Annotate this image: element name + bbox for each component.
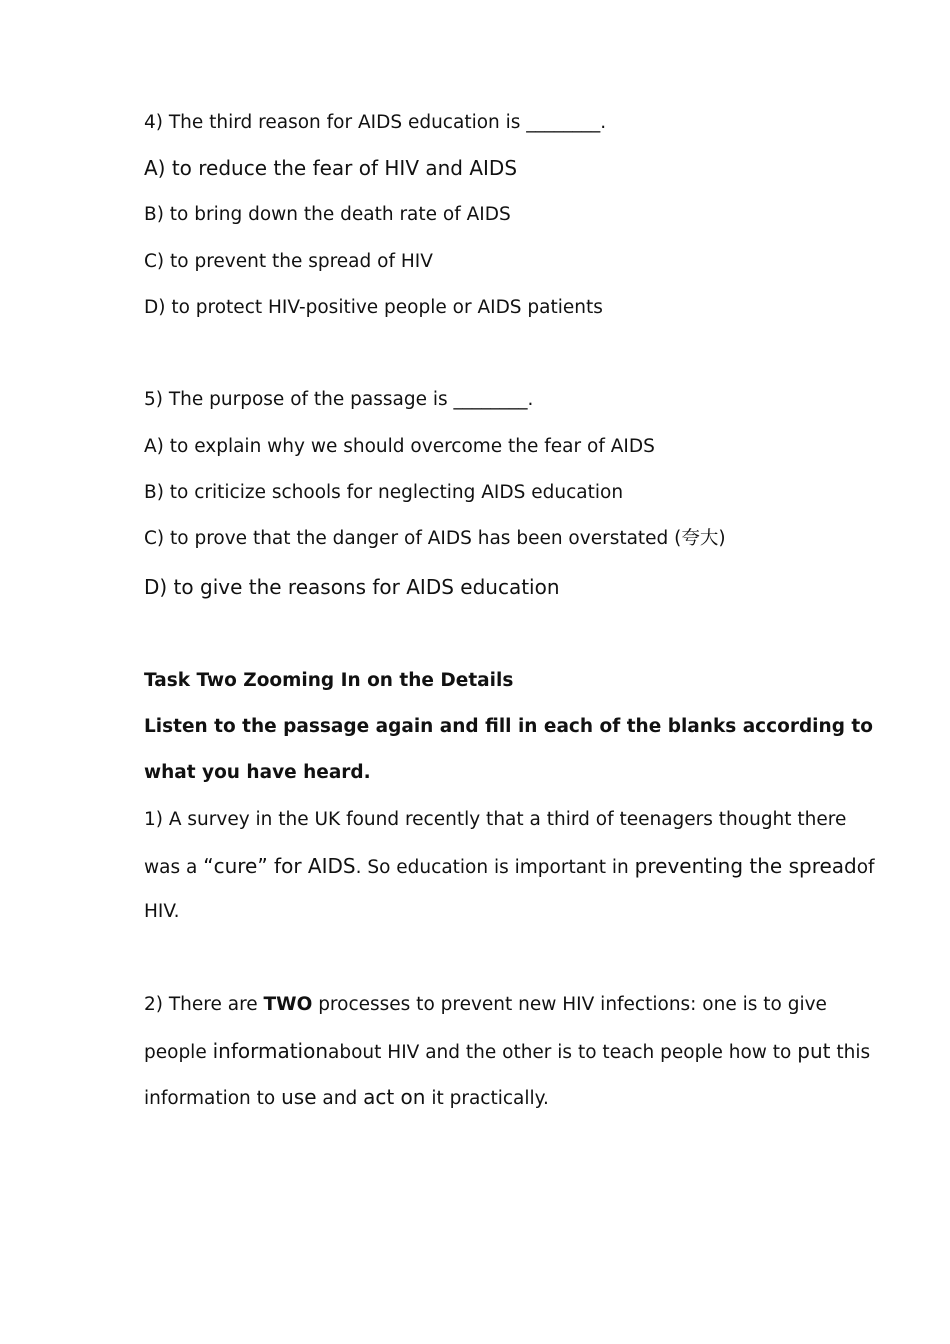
q4-option-b: B) to bring down the death rate of AIDS	[144, 204, 511, 225]
item2-answer-information: information	[212, 1039, 329, 1063]
task-two-instruction-2: what you have heard.	[144, 762, 371, 783]
item2-line1-suffix: processes to prevent new HIV infections: one is to give	[312, 994, 827, 1015]
item2-line2-suffix: this	[830, 1042, 871, 1063]
item2-answer-put: put	[797, 1039, 831, 1063]
item2-answer-use: use	[281, 1085, 317, 1109]
q5-option-b: B) to criticize schools for neglecting AIDS education	[144, 482, 624, 503]
item2-line3	[144, 1085, 549, 1111]
item2-answer-act-on: act on	[363, 1085, 426, 1109]
item2-line3-prefix: information to	[144, 1088, 282, 1109]
q4-option-c: C) to prevent the spread of HIV	[144, 251, 433, 272]
item2-line2-prefix: people	[144, 1042, 213, 1063]
q4-option-a: A) to reduce the fear of HIV and AIDS	[144, 156, 518, 180]
q5-option-c	[144, 527, 726, 551]
task-two-title: Task Two Zooming In on the Details	[144, 670, 514, 691]
q5-option-d: D) to give the reasons for AIDS education	[144, 575, 560, 599]
item2-line2	[144, 1039, 870, 1065]
q5-stem: 5) The purpose of the passage is ________.	[144, 389, 534, 410]
item1-line2-prefix: was a	[144, 857, 204, 878]
item1-answer-spread: preventing the spread	[634, 854, 857, 878]
item1-line1: 1) A survey in the UK found recently that a third of teenagers thought there	[144, 809, 847, 830]
item2-line3-mid: and	[316, 1088, 364, 1109]
item1-answer-cure: “cure” for AIDS	[203, 854, 356, 878]
q5-option-c-text: C) to prove that the danger of AIDS has been overstated (	[144, 528, 682, 549]
q5-option-c-gloss: 夸大	[681, 528, 719, 549]
item1-line3: HIV.	[144, 901, 180, 922]
item2-line3-suffix: it practically.	[425, 1088, 549, 1109]
item2-line1-prefix: 2) There are	[144, 994, 264, 1015]
task-two-instruction-1: Listen to the passage again and fill in each of the blanks according to	[144, 716, 873, 737]
item1-line2-suffix: of	[856, 857, 875, 878]
q5-option-c-close: )	[718, 528, 726, 549]
item2-line1	[144, 993, 827, 1017]
item1-line2	[144, 854, 875, 880]
q4-stem: 4) The third reason for AIDS education is ________.	[144, 112, 607, 133]
q4-option-d: D) to protect HIV-positive people or AIDS patients	[144, 297, 603, 318]
item2-line2-mid: about HIV and the other is to teach people how to	[328, 1042, 798, 1063]
q5-option-a: A) to explain why we should overcome the fear of AIDS	[144, 436, 655, 457]
item1-line2-mid: . So education is important in	[355, 857, 635, 878]
item2-two-bold: TWO	[263, 994, 313, 1015]
